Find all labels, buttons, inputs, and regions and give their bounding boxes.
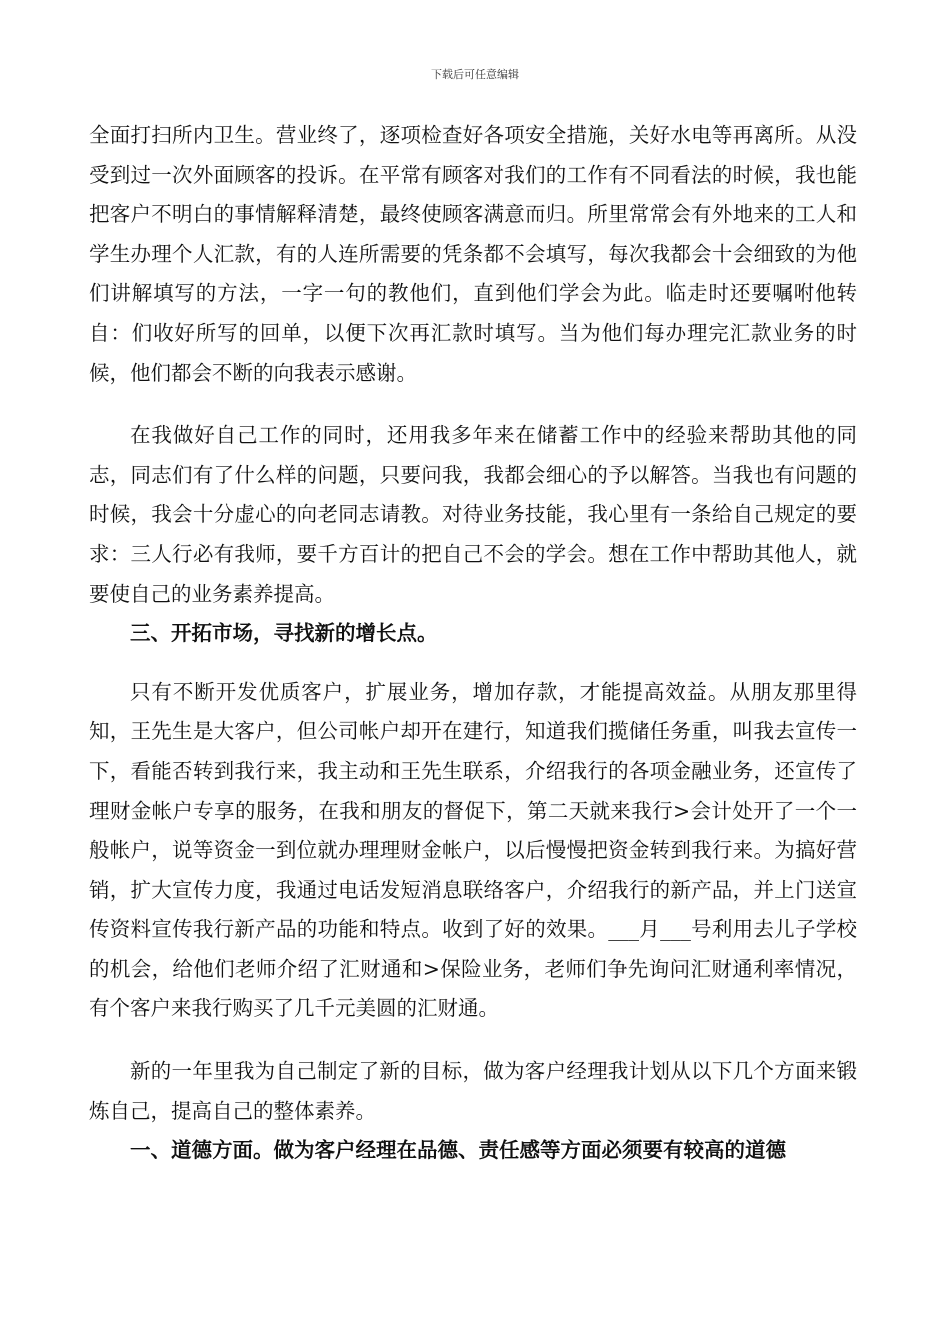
section-heading-1: 一、道德方面。做为客户经理在品德、责任感等方面必须要有较高的道德 <box>130 1138 786 1163</box>
paragraph-3: 只有不断开发优质客户，扩展业务，增加存款，才能提高效益。从朋友那里得知，王先生是大客户，但公司帐户却开在建行，知道我们揽储任务重，叫我去宣传一下，看能否转到我行来，我主动和王先生联系，介绍我行的各项金融业务，还宣传了理财金帐户专享的服务，在我和朋友的督促下，第二天就来我行>会计处开了一个一般帐户，说等资金一到位就办理理财金帐户，以后慢慢把资金转到我行来。为搞好营销，扩大宣传力度，我通过电话发短消息联络客户，介绍我行的新产品，并上门送宣传资料宣传我行新产品的功能和特点。收到了好的效果。___月___号利用去儿子学校的机会，给他们老师介绍了汇财通和>保险业务，老师们争先询问汇财通利率情况，有个客户来我行购买了几千元美圆的汇财通。 <box>89 679 857 1021</box>
paragraph-2: 在我做好自己工作的同时，还用我多年来在储蓄工作中的经验来帮助其他的同志，同志们有了什么样的问题，只要问我，我都会细心的予以解答。当我也有问题的时候，我会十分虚心的向老同志请教。对待业务技能，我心里有一条给自己规定的要求：三人行必有我师，要千方百计的把自己不会的学会。想在工作中帮助其他人，就要使自己的业务素养提高。 <box>89 423 857 606</box>
paragraph-4: 新的一年里我为自己制定了新的目标，做为客户经理我计划从以下几个方面来锻炼自己，提高自己的整体素养。 <box>89 1059 857 1123</box>
document-body <box>89 116 857 1171</box>
section-heading-3: 三、开拓市场，寻找新的增长点。 <box>130 621 438 646</box>
paragraph-1: 全面打扫所内卫生。营业终了，逐项检查好各项安全措施，关好水电等再离所。从没受到过一次外面顾客的投诉。在平常有顾客对我们的工作有不同看法的时候，我也能把客户不明白的事情解释清楚，最终使顾客满意而归。所里常常会有外地来的工人和学生办理个人汇款，有的人连所需要的凭条都不会填写，每次我都会十会细致的为他们讲解填写的方法，一字一句的教他们，直到他们学会为此。临走时还要嘱咐他转自：们收好所写的回单，以便下次再汇款时填写。当为他们每办理完汇款业务的时候，他们都会不断的向我表示感谢。 <box>89 123 857 385</box>
header-note: 下载后可任意编辑 <box>431 68 519 81</box>
